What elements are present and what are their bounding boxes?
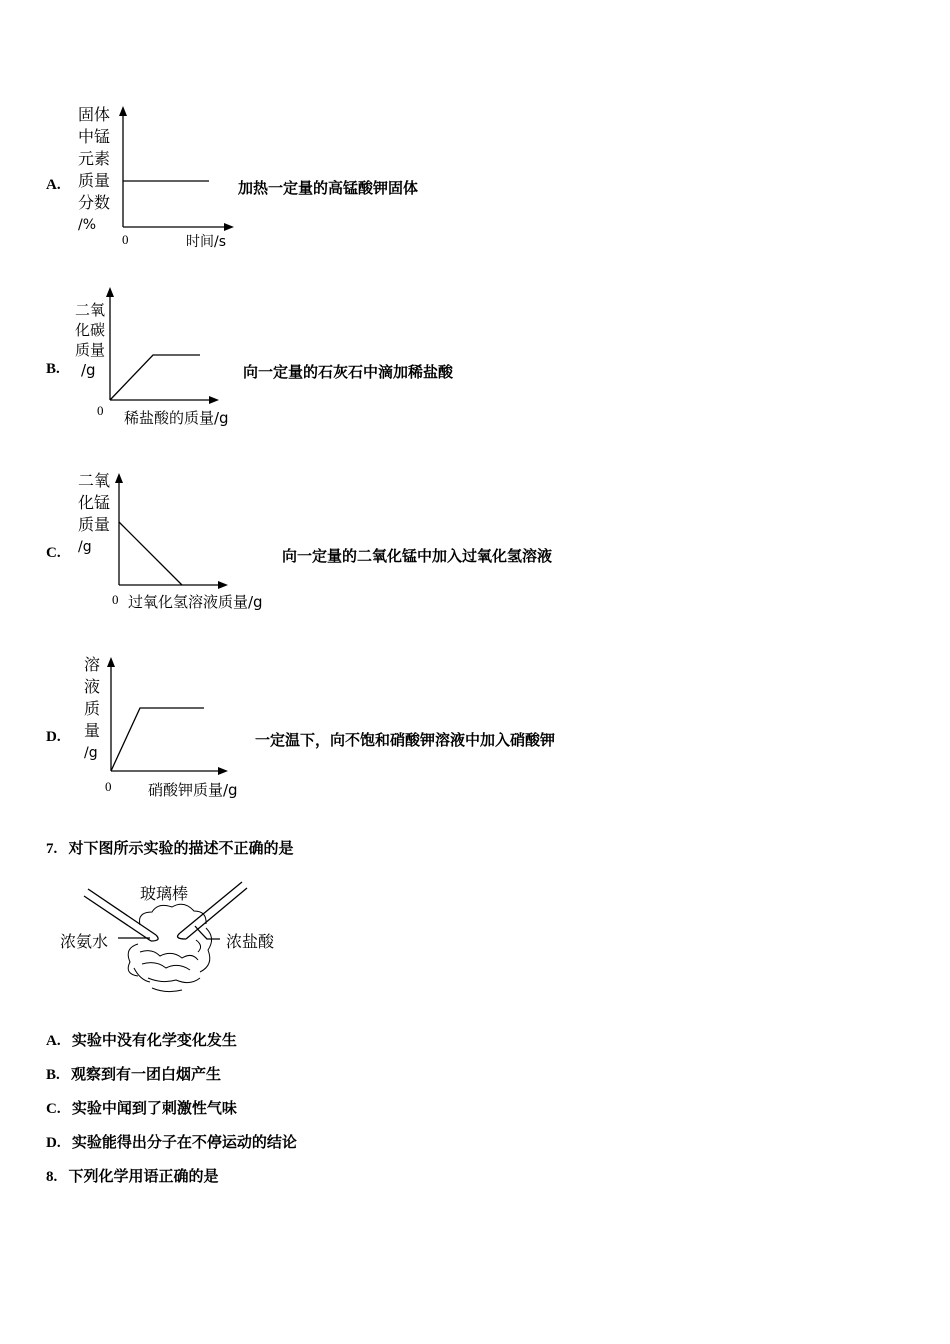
option-description: 向一定量的二氧化锰中加入过氧化氢溶液 — [282, 547, 553, 565]
label-concentrated-hydrochloric-acid: 浓盐酸 — [226, 932, 275, 951]
label-glass-rod: 玻璃棒 — [140, 884, 189, 903]
choice-text: 实验中闻到了刺激性气味 — [71, 1099, 237, 1117]
graph-x-axis-label: 稀盐酸的质量/g — [124, 409, 229, 427]
option-letter: A. — [46, 177, 61, 193]
origin-label: 0 — [122, 232, 129, 247]
question-number: 7. — [46, 841, 58, 857]
choice-a — [46, 1029, 237, 1050]
option-letter: D. — [46, 729, 61, 745]
option-description: 一定温下，向不饱和硝酸钾溶液中加入硝酸钾 — [255, 731, 556, 749]
label-concentrated-ammonia: 浓氨水 — [60, 932, 109, 951]
choice-c — [46, 1097, 237, 1118]
choice-letter: A. — [46, 1033, 61, 1049]
graph-x-axis-label: 过氧化氢溶液质量/g — [128, 593, 263, 611]
origin-label: 0 — [112, 592, 119, 607]
choice-text: 观察到有一团白烟产生 — [71, 1065, 222, 1083]
graph-x-axis-label: 硝酸钾质量/g — [148, 781, 238, 799]
choice-letter: D. — [46, 1135, 61, 1151]
graph-y-axis-label: 二氧 化碳 质量 /g — [75, 301, 106, 379]
question-text: 下列化学用语正确的是 — [68, 1167, 219, 1185]
graph-x-axis-label: 时间/s — [186, 234, 227, 250]
question-number: 8. — [46, 1169, 58, 1185]
origin-label: 0 — [97, 403, 104, 418]
graph-y-axis-label: 二氧 化锰 质量 /g — [78, 471, 111, 555]
option-letter: B. — [46, 361, 60, 377]
choice-text: 实验中没有化学变化发生 — [71, 1031, 237, 1049]
option-letter: C. — [46, 545, 61, 561]
choice-letter: C. — [46, 1101, 61, 1117]
question-8 — [46, 1165, 219, 1186]
origin-label: 0 — [105, 779, 112, 794]
option-description: 加热一定量的高锰酸钾固体 — [238, 179, 419, 197]
option-description: 向一定量的石灰石中滴加稀盐酸 — [243, 363, 454, 381]
question-text: 对下图所示实验的描述不正确的是 — [68, 839, 294, 857]
graph-y-axis-label: 固体 中锰 元素 质量 分数 /% — [78, 105, 111, 233]
choice-b — [46, 1063, 221, 1084]
choice-text: 实验能得出分子在不停运动的结论 — [71, 1133, 297, 1151]
graph-y-axis-label: 溶 液 质 量 /g — [84, 655, 101, 761]
choice-d — [46, 1131, 297, 1152]
choice-letter: B. — [46, 1067, 60, 1083]
